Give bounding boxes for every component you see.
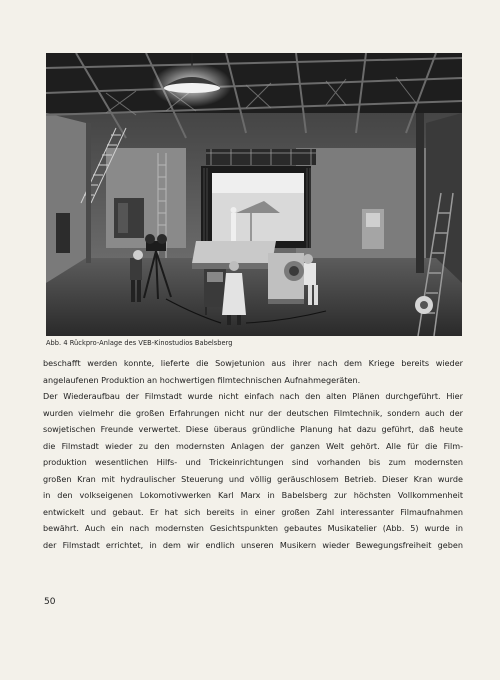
text-line: beschafft werden konnte, lieferte die Sowjetunion aus ihrer nach dem Kriege bereits wieder (43, 358, 463, 368)
text-line: Der Wiederaufbau der Filmstadt wurde nicht einfach nach den alten Plänen durchgeführt. Hier (43, 391, 463, 401)
figure-caption: Abb. 4 Rückpro-Anlage des VEB-Kinostudios Babelsberg (46, 339, 233, 347)
text-line: der Filmstadt errichtet, in dem wir endlich unseren Musikern wieder Bewegungsfreiheit geben (43, 539, 463, 550)
text-line: die Filmstadt wieder zu den modernsten Anlagen der ganzen Welt gehört. Alle für die Film- (43, 440, 463, 451)
body-paragraphs (43, 355, 463, 553)
studio-photo-illustration (46, 53, 462, 336)
text-line: angelaufenen Produktion an hochwertigen filmtechnischen Aufnahmegeräten. (43, 374, 361, 385)
text-line: produktion wesentlichen Hilfs- und Trickeinrichtungen sind vorhanden bis zum modernsten (43, 457, 463, 467)
text-line: entwickelt und gebaut. Er hat sich bereits in einer großen Zahl interessanter Filmaufnahmen (43, 506, 463, 517)
page-number: 50 (44, 597, 56, 607)
text-line: wurden vielmehr die großen Erfahrungen nicht nur der deutschen Filmtechnik, sondern auch der (43, 407, 463, 418)
text-line: sowjetischen Freunde verwertet. Diese überaus gründliche Planung hat dazu geführt, daß heute (43, 424, 463, 434)
studio-photograph (46, 53, 462, 336)
text-line: bewährt. Auch ein nach modernsten Gesichtspunkten gebautes Musikatelier (Abb. 5) wurde in (43, 523, 463, 533)
text-line: großen Kran mit hydraulischer Steuerung und völlig geräuschlosem Betrieb. Dieser Kran wurde (43, 473, 463, 484)
text-line: in den volkseigenen Lokomotivwerken Karl Marx in Babelsberg zur höchsten Vollkommenheit (43, 490, 463, 500)
